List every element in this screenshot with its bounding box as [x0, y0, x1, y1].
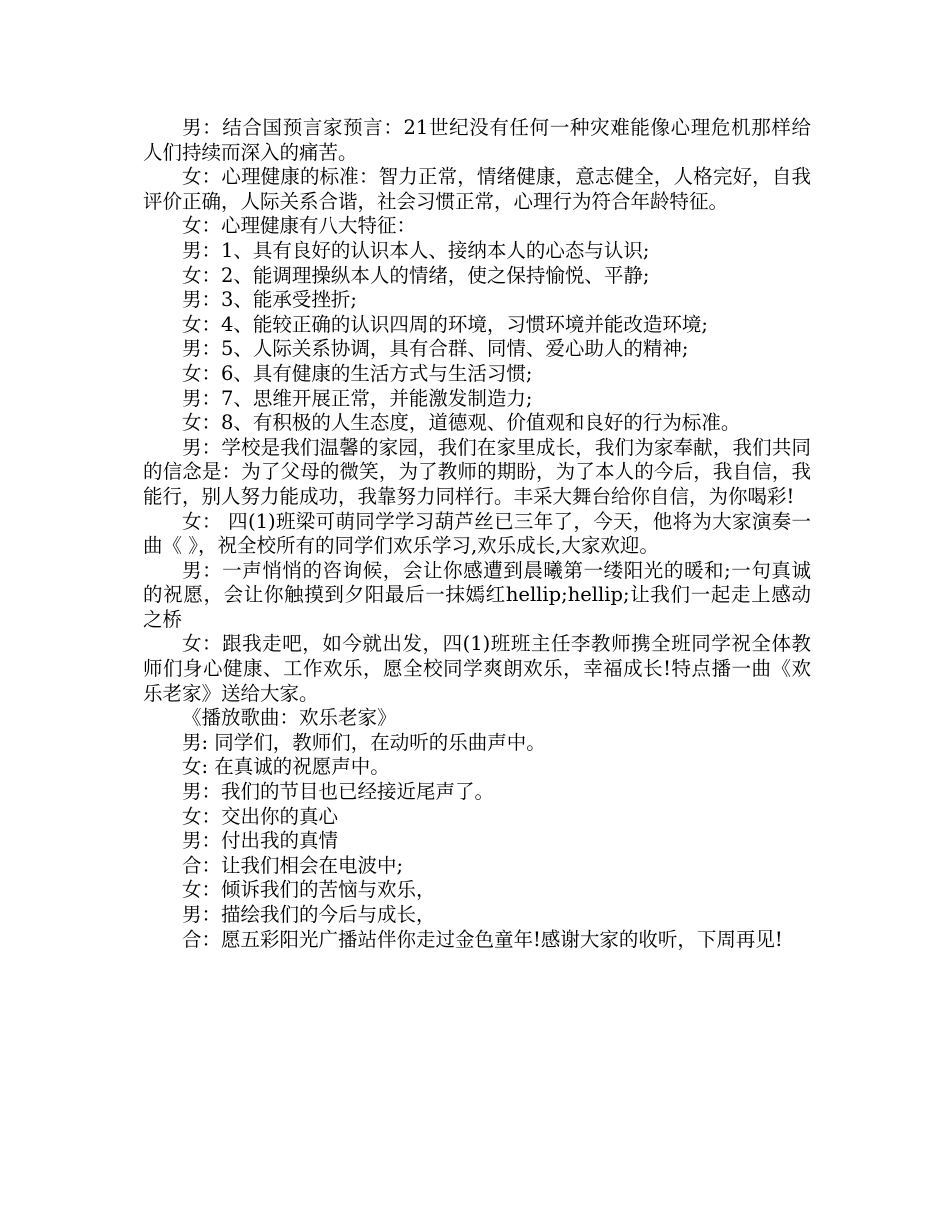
paragraph: 男：5、人际关系协调，具有合群、同情、爱心助人的精神;	[182, 337, 689, 361]
paragraph: 男：结合国预言家预言：21世纪没有任何一种灾难能像心理危机那样给人们持续而深入的痛苦。	[143, 116, 811, 164]
paragraph: 男：付出我的真情	[182, 829, 339, 853]
paragraph: 女：倾诉我们的苦恼与欢乐，	[182, 878, 436, 902]
paragraph: 女：2、能调理操纵本人的情绪，使之保持愉悦、平静;	[182, 263, 650, 287]
paragraph: 合：让我们相会在电波中;	[182, 853, 404, 877]
paragraph: 男：学校是我们温馨的家园，我们在家里成长，我们为家奉献，我们共同的信念是：为了父母的微笑，为了教师的期盼，为了本人的今后，我自信，我能行，别人努力能成功，我靠努力同样行。丰采大舞台给你自信，为你喝彩!	[143, 435, 811, 508]
paragraph: 男: 同学们，教师们，在动听的乐曲声中。	[182, 730, 546, 754]
paragraph: 女：心理健康的标准：智力正常，情绪健康，意志健全，人格完好，自我评价正确，人际关系合谐，社会习惯正常，心理行为符合年龄特征。	[143, 165, 811, 213]
paragraph: 合：愿五彩阳光广播站伴你走过金色童年!感谢大家的收听，下周再见!	[182, 927, 783, 951]
paragraph: 女：心理健康有八大特征：	[182, 214, 417, 238]
paragraph: 女: 在真诚的祝愿声中。	[182, 755, 390, 779]
paragraph: 男：3、能承受挫折;	[182, 288, 357, 312]
paragraph: 男：描绘我们的今后与成长，	[182, 903, 436, 926]
paragraph: 女：交出你的真心	[182, 804, 339, 828]
paragraph: 男：1、具有良好的认识本人、接纳本人的心态与认识;	[182, 238, 650, 262]
paragraph: 女：8、有积极的人生态度，道德观、价值观和良好的行为标准。	[182, 411, 741, 435]
paragraph: 女：跟我走吧，如今就出发，四(1)班班主任李教师携全班同学祝全体教师们身心健康、工作欢乐，愿全校同学爽朗欢乐，幸福成长!特点播一曲《欢乐老家》送给大家。	[143, 632, 811, 705]
paragraph: 女： 四(1)班梁可萌同学学习葫芦丝已三年了，今天，他将为大家演奏一曲《 》，祝全校所有的同学们欢乐学习,欢乐成长,大家欢迎。	[143, 509, 811, 558]
paragraph: 男：7、思维开展正常，并能激发制造力;	[182, 386, 533, 410]
paragraph: 男：一声悄悄的咨询候，会让你感遭到晨曦第一缕阳光的暖和;一句真诚的祝愿，会让你触摸到夕阳最后一抹嫣红hellip;hellip;让我们一起走上感动之桥	[143, 558, 811, 631]
paragraph: 女：4、能较正确的认识四周的环境，习惯环境并能改造环境;	[182, 312, 708, 336]
document-body	[143, 116, 811, 952]
paragraph: 《播放歌曲：欢乐老家》	[182, 706, 397, 730]
paragraph: 男：我们的节目也已经接近尾声了。	[182, 780, 495, 804]
paragraph: 女：6、具有健康的生活方式与生活习惯;	[182, 361, 533, 385]
